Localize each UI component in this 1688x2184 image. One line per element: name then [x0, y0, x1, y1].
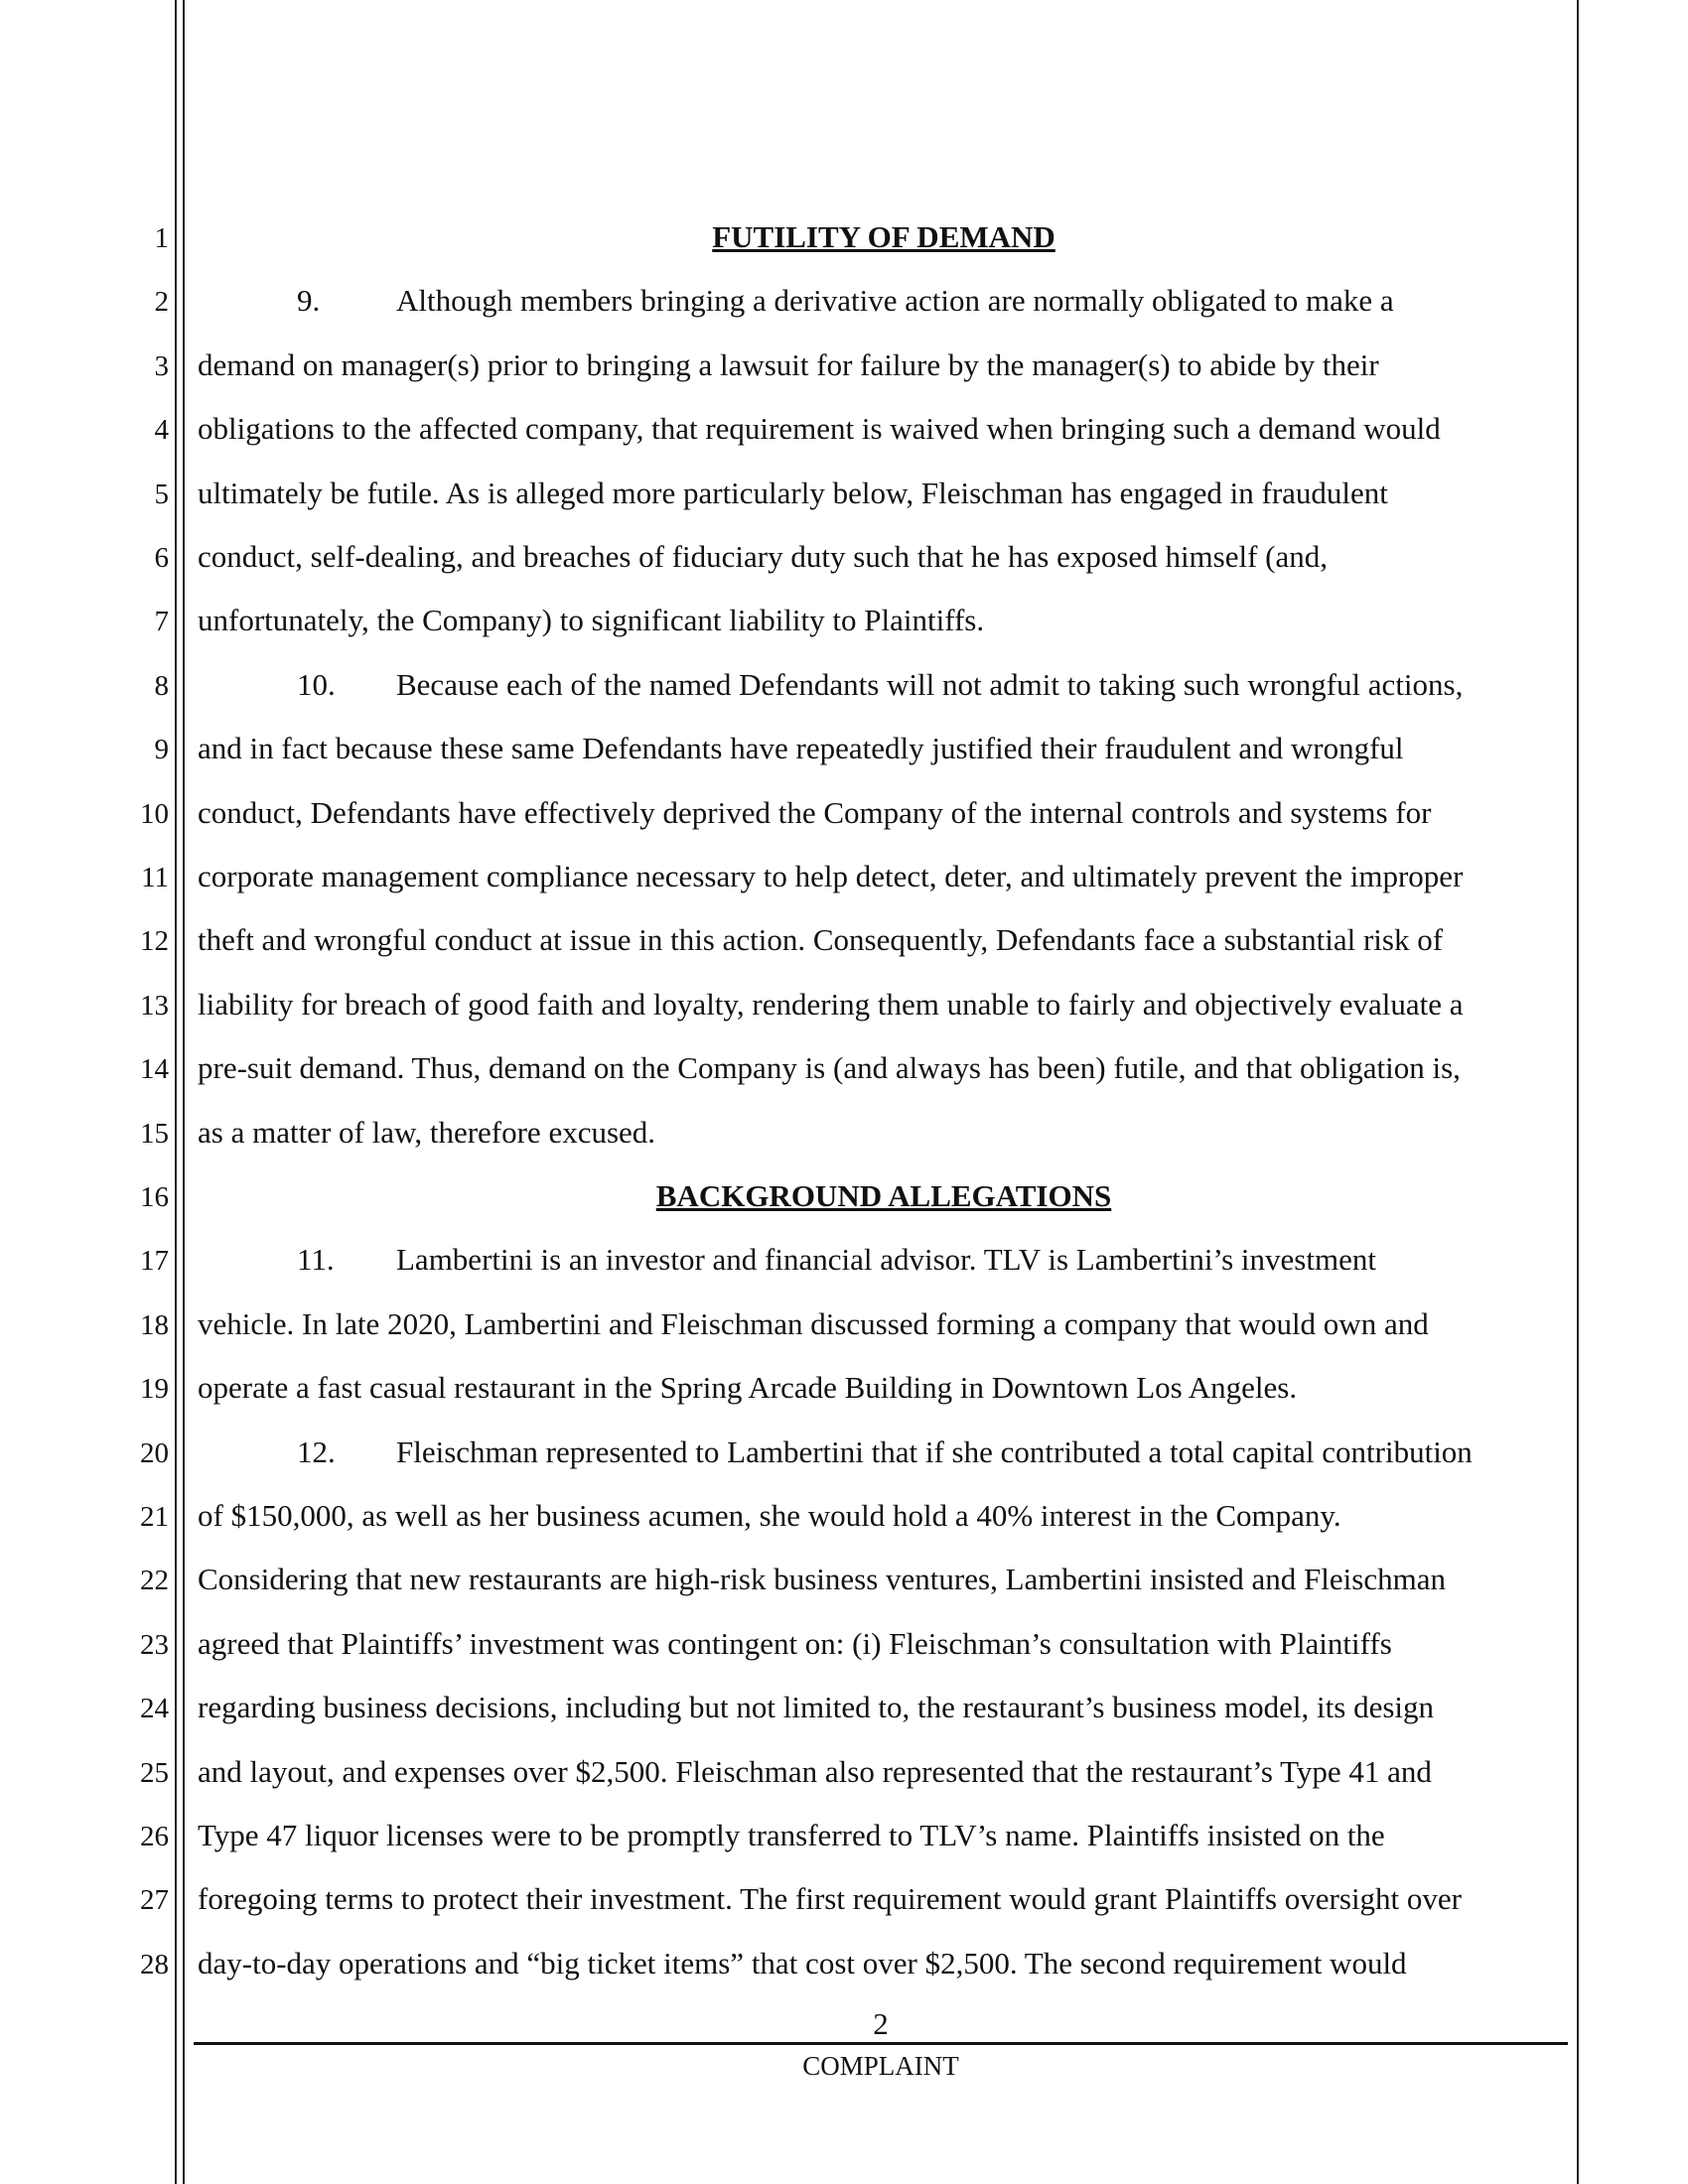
body-text-line: conduct, Defendants have effectively deprived the Company of the internal controls and systems for	[198, 794, 1432, 830]
paragraph-number: 12.	[297, 1433, 336, 1469]
line-number: 3	[154, 349, 169, 382]
line-number: 9	[154, 734, 169, 766]
section-heading: BACKGROUND ALLEGATIONS	[655, 1178, 1112, 1213]
paragraph-text: Because each of the named Defendants will not admit to taking such wrongful actions,	[396, 666, 1464, 702]
line-number: 23	[140, 1628, 169, 1661]
line-number: 22	[140, 1565, 169, 1597]
body-text-line: day-to-day operations and “big ticket items” that cost over $2,500. The second requirement would	[198, 1945, 1407, 1980]
line-number: 6	[154, 542, 169, 574]
line-number: 19	[140, 1373, 169, 1406]
body-text-line: theft and wrongful conduct at issue in this action. Consequently, Defendants face a substantial risk of	[198, 922, 1444, 958]
left-margin-rule-1	[175, 0, 177, 2184]
section-heading: FUTILITY OF DEMAND	[712, 219, 1055, 254]
paragraph-first-line	[198, 1435, 1570, 1469]
line-number: 1	[154, 222, 169, 254]
paragraph-text: Lambertini is an investor and financial advisor. TLV is Lambertini’s investment	[396, 1242, 1376, 1278]
body-text-line: unfortunately, the Company) to significant liability to Plaintiffs.	[198, 603, 985, 638]
footer-title: COMPLAINT	[802, 2051, 959, 2081]
line-number: 8	[154, 669, 169, 702]
paragraph-first-line	[198, 1243, 1570, 1277]
body-text-line: as a matter of law, therefore excused.	[198, 1114, 656, 1150]
line-number: 11	[141, 862, 169, 893]
paragraph-number: 9.	[297, 283, 321, 319]
line-number: 13	[140, 989, 169, 1022]
paragraph-first-line	[198, 668, 1570, 702]
line-number: 21	[140, 1501, 169, 1533]
body-text-line: foregoing terms to protect their investment. The first requirement would grant Plaintiffs oversight over	[198, 1881, 1462, 1917]
line-number: 12	[140, 925, 169, 958]
body-text-line: and layout, and expenses over $2,500. Fleischman also represented that the restaurant’s Type 41 and	[198, 1753, 1432, 1789]
paragraph-text: Fleischman represented to Lambertini that if she contributed a total capital contribution	[396, 1433, 1473, 1469]
body-text-line: pre-suit demand. Thus, demand on the Company is (and always has been) futile, and that obligation is,	[198, 1050, 1461, 1086]
line-number: 7	[154, 606, 169, 638]
body-text-line: ultimately be futile. As is alleged more particularly below, Fleischman has engaged in fraudulent	[198, 475, 1388, 510]
paragraph-text: Although members bringing a derivative action are normally obligated to make a	[396, 283, 1394, 319]
body-text-line: obligations to the affected company, that requirement is waived when bringing such a demand would	[198, 411, 1441, 447]
line-number: 26	[140, 1821, 169, 1852]
line-number: 18	[140, 1308, 169, 1341]
body-text-line: of $150,000, as well as her business acumen, she would hold a 40% interest in the Company.	[198, 1498, 1341, 1533]
line-number-column	[0, 0, 169, 2184]
body-text-line: vehicle. In late 2020, Lambertini and Fleischman discussed forming a company that would own and	[198, 1305, 1429, 1341]
line-number: 17	[140, 1245, 169, 1278]
body-text-line: Type 47 liquor licenses were to be promptly transferred to TLV’s name. Plaintiffs insisted on the	[198, 1818, 1385, 1852]
body-text-line: demand on manager(s) prior to bringing a lawsuit for failure by the manager(s) to abide by their	[198, 346, 1379, 382]
body-text-line: and in fact because these same Defendants have repeatedly justified their fraudulent and wrongful	[198, 731, 1404, 766]
paragraph-number: 11.	[297, 1242, 335, 1278]
line-number: 20	[140, 1436, 169, 1469]
line-number: 4	[154, 414, 169, 447]
line-number: 27	[140, 1884, 169, 1917]
paragraph-number: 10.	[297, 666, 336, 702]
line-number: 15	[140, 1117, 169, 1150]
line-number: 14	[140, 1053, 169, 1086]
line-number: 25	[140, 1756, 169, 1789]
footer-rule	[194, 2042, 1568, 2045]
body-text-line: operate a fast casual restaurant in the Spring Arcade Building in Downtown Los Angeles.	[198, 1370, 1298, 1406]
line-number: 28	[140, 1948, 169, 1980]
line-number: 10	[140, 797, 169, 830]
body-text-line: conduct, self-dealing, and breaches of fiduciary duty such that he has exposed himself (and,	[198, 539, 1329, 574]
body-text-line: Considering that new restaurants are high-risk business ventures, Lambertini insisted and Fleischman	[198, 1562, 1446, 1597]
line-number: 2	[154, 286, 169, 319]
body-text-line: liability for breach of good faith and loyalty, rendering them unable to fairly and objectively evaluate a	[198, 986, 1464, 1022]
body-text-line: agreed that Plaintiffs’ investment was contingent on: (i) Fleischman’s consultation with Plaintiffs	[198, 1625, 1392, 1661]
body-text-line: regarding business decisions, including but not limited to, the restaurant’s business model, its design	[198, 1690, 1435, 1725]
body-text-line: corporate management compliance necessary to help detect, deter, and ultimately prevent the improper	[198, 859, 1464, 893]
left-margin-rule-2	[183, 0, 185, 2184]
line-number: 16	[140, 1181, 169, 1213]
line-number: 24	[140, 1693, 169, 1725]
right-margin-rule	[1577, 0, 1579, 2184]
paragraph-first-line	[198, 284, 1570, 318]
line-number: 5	[154, 478, 169, 510]
page-number: 2	[873, 2006, 889, 2041]
